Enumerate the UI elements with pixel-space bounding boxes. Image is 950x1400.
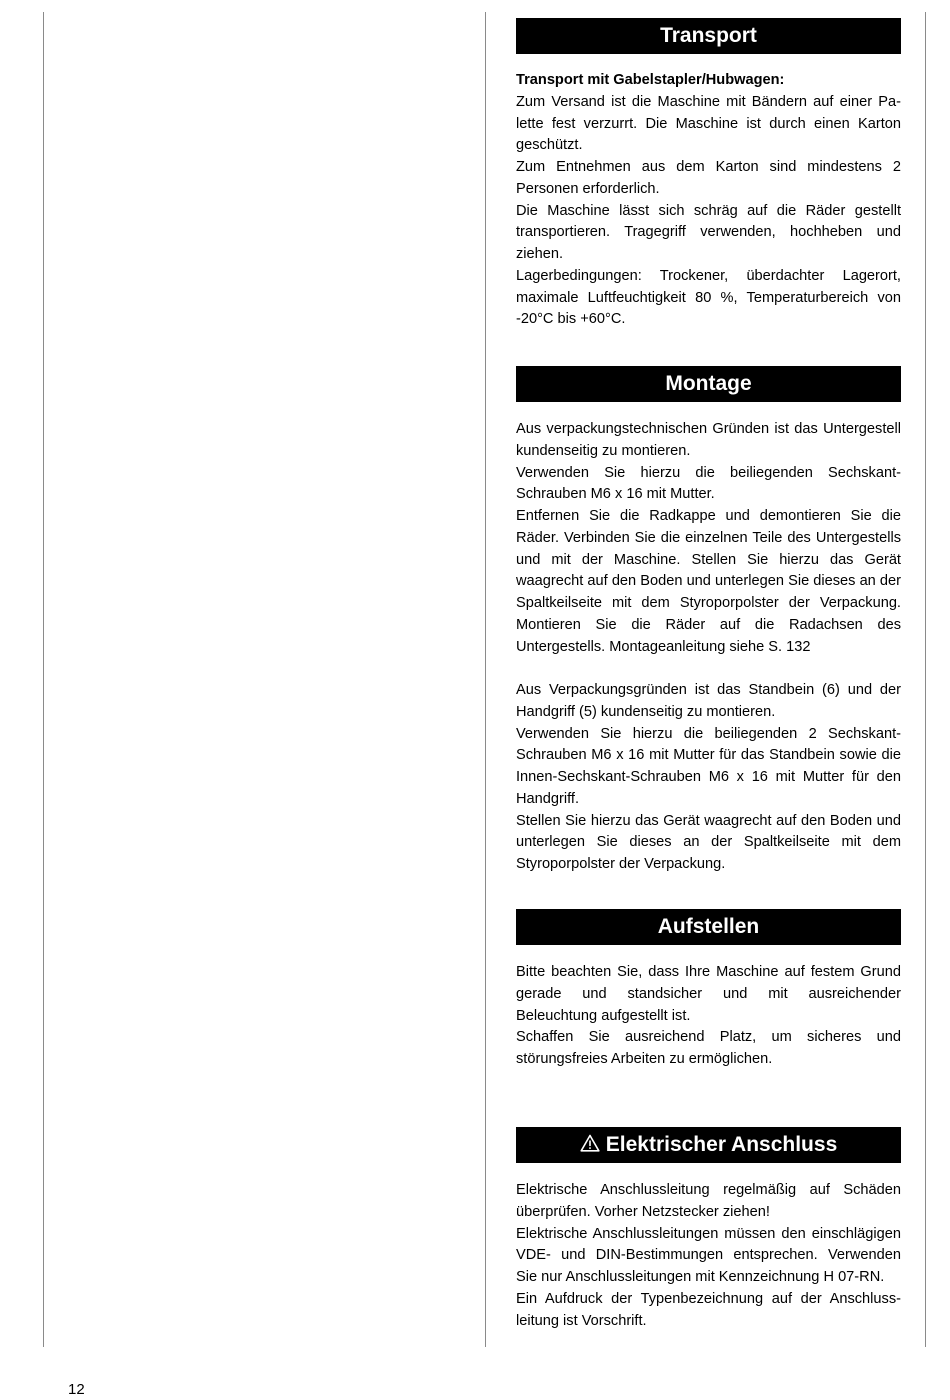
montage-heading	[516, 366, 901, 402]
anschluss-title: Elektrischer Anschluss	[605, 1133, 838, 1156]
paragraph: Die Maschine lässt sich schräg auf die Räder gestellt transportieren. Tragegriff verwenden, hochheben und ziehen.	[516, 202, 901, 262]
column-divider-line	[485, 12, 486, 1347]
paragraph: Aus verpackungstechnischen Gründen ist das Untergestell kundenseitig zu montieren.	[516, 421, 901, 459]
paragraph: Bitte beachten Sie, dass Ihre Maschine auf festem Grund gerade und standsicher und mit ausreichender Beleuchtung aufgestellt ist.	[516, 964, 901, 1024]
anschluss-text	[516, 1180, 901, 1332]
aufstellen-title: Aufstellen	[657, 915, 760, 938]
paragraph: Zum Versand ist die Maschine mit Bändern auf einer Palette fest verzurrt. Die Maschine ist durch einen Karton geschützt.	[516, 93, 901, 154]
paragraph: Aus Verpackungsgründen ist das Standbein (6) und der Handgriff (5) kundenseitig zu montieren.	[516, 682, 901, 720]
paragraph: Entfernen Sie die Radkappe und demontieren Sie die Räder. Verbinden Sie die einzelnen Teile des Untergestells und mit der Maschine. Stellen Sie hierzu das Gerät waagrecht auf den Boden und unterlegen Sie dieses an der Spaltkeilseite mit dem Styroporpolster der Verpackung. Montieren Sie die Räder auf die Radachsen des Untergestells. Montageanleitung siehe S. 132	[516, 508, 901, 655]
aufstellen-heading	[516, 909, 901, 945]
paragraph: Ein Aufdruck der Typenbezeichnung auf der Anschlussleitung ist Vorschrift.	[516, 1290, 901, 1329]
paragraph: Lagerbedingungen: Trockener, überdachter Lagerort, maximale Luftfeuchtigkeit 80 %, Temperaturbereich von -20°C bis +60°C.	[516, 267, 901, 328]
transport-subheading: Transport mit Gabelstapler/Hubwagen:	[516, 72, 785, 88]
montage-text-block-2	[516, 680, 901, 876]
paragraph: Elektrische Anschlussleitung regelmäßig auf Schäden überprüfen. Vorher Netzstecker ziehen!	[516, 1182, 901, 1220]
transport-heading	[516, 18, 901, 54]
montage-text-block-1	[516, 419, 901, 658]
paragraph: Zum Entnehmen aus dem Karton sind mindestens 2 Personen erforderlich.	[516, 159, 901, 197]
page-number: 12	[68, 1381, 85, 1398]
transport-title: Transport	[660, 24, 757, 47]
montage-title: Montage	[665, 372, 752, 395]
paragraph: Verwenden Sie hierzu die beiliegenden 2 Sechskant-Schrauben M6 x 16 mit Mutter für das Standbein sowie die Innen-Sechskant-Schrauben M6 x 16 mit Mutter für den Handgriff.	[516, 725, 901, 807]
paragraph: Verwenden Sie hierzu die beiliegenden Sechskant-Schrauben M6 x 16 mit Mutter.	[516, 464, 901, 503]
left-margin-line	[43, 12, 44, 1347]
paragraph: Stellen Sie hierzu das Gerät waagrecht auf den Boden und unterlegen Sie dieses an der Spaltkeilseite mit dem Styroporpolster der Verpackung.	[516, 812, 901, 872]
aufstellen-text	[516, 962, 901, 1071]
paragraph: Elektrische Anschlussleitungen müssen den einschlägigen VDE- und DIN-Bestimmungen entsprechen. Verwenden Sie nur Anschlussleitungen mit Kennzeichnung H 07-RN.	[516, 1225, 901, 1285]
paragraph: Schaffen Sie ausreichend Platz, um sicheres und störungsfreies Arbeiten zu ermöglichen.	[516, 1029, 901, 1067]
warning-triangle-icon	[580, 1134, 600, 1152]
transport-text	[516, 70, 901, 331]
right-margin-line	[925, 12, 926, 1347]
anschluss-heading	[516, 1127, 901, 1163]
